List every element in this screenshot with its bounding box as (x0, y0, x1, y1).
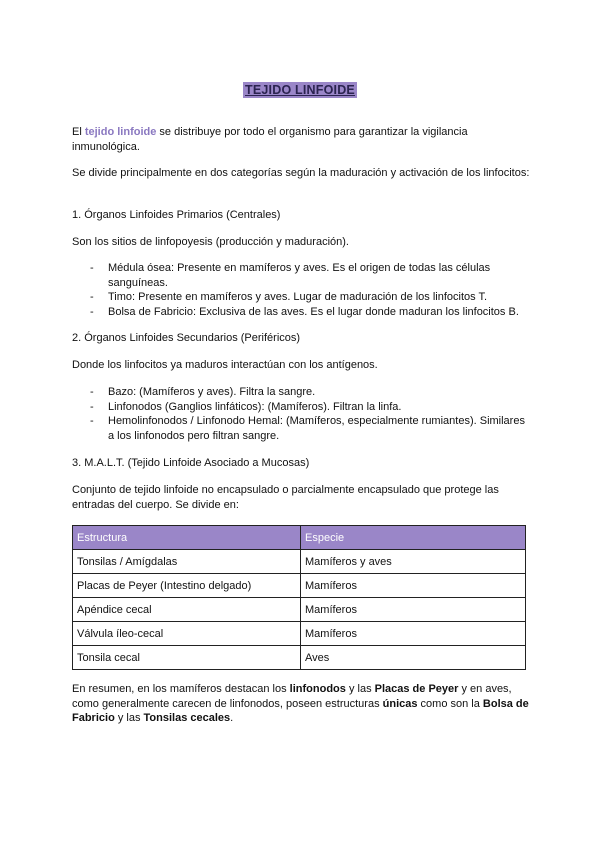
summary-text: y las (114, 712, 144, 725)
page-title: TEJIDO LINFOIDE (245, 83, 355, 97)
section1-description: Son los sitios de linfopoyesis (producción y maduración). (72, 236, 349, 248)
table-row (73, 622, 526, 646)
summary-text: y las (345, 683, 375, 695)
table-cell: Mamíferos (301, 574, 526, 598)
malt-table (72, 525, 526, 670)
summary-bold: Bolsa de Fabricio (72, 697, 529, 725)
table-row (73, 550, 526, 574)
table-cell: Válvula íleo-cecal (73, 622, 301, 646)
header-estructura: Estructura (73, 526, 301, 550)
intro-paragraph (72, 125, 532, 154)
intro-highlight: tejido linfoide (84, 126, 157, 138)
summary-text: como son la (417, 697, 483, 710)
list-item: - Timo: Presente en mamíferos y aves. Lugar de maduración de los linfocitos T. (72, 290, 532, 305)
summary-bold: Placas de Peyer (374, 683, 459, 695)
table-cell: Tonsilas / Amígdalas (73, 550, 301, 574)
list-item: - Linfonodos (Ganglios linfáticos): (Mamíferos). Filtran la linfa. (72, 400, 532, 415)
section2-description: Donde los linfocitos ya maduros interactúan con los antígenos. (72, 359, 378, 371)
section1-list (72, 261, 532, 319)
summary-paragraph (72, 682, 532, 726)
summary-bold: únicas (382, 697, 418, 710)
table-cell: Tonsila cecal (73, 646, 301, 670)
summary-bold: linfonodos (289, 683, 346, 695)
list-item: - Hemolinfonodos / Linfonodo Hemal: (Mamíferos, especialmente rumiantes). Similares a los linfonodos pero filtran sangre. (72, 414, 532, 443)
title-container (0, 81, 600, 99)
table-cell: Mamíferos (301, 598, 526, 622)
table-row (73, 574, 526, 598)
section3-description: Conjunto de tejido linfoide no encapsulado o parcialmente encapsulado que protege las entradas del cuerpo. Se divide en: (72, 484, 499, 511)
table-cell: Apéndice cecal (73, 598, 301, 622)
section1-heading: 1. Órganos Linfoides Primarios (Centrales) (72, 209, 281, 221)
summary-bold: Tonsilas cecales (143, 712, 231, 725)
section3-heading: 3. M.A.L.T. (Tejido Linfoide Asociado a Mucosas) (72, 457, 310, 469)
divide-paragraph: Se divide principalmente en dos categorías según la maduración y activación de los linfocitos: (72, 167, 530, 179)
intro-prefix: El (72, 126, 85, 138)
section2-heading: 2. Órganos Linfoides Secundarios (Periféricos) (72, 332, 301, 344)
section2-list (72, 385, 532, 443)
table-cell: Mamíferos y aves (301, 550, 526, 574)
summary-text: En resumen, en los mamíferos destacan los (72, 683, 290, 695)
table-cell: Mamíferos (301, 622, 526, 646)
intro-suffix: se distribuye por todo el organismo para garantizar la vigilancia inmunológica. (72, 126, 468, 153)
table-row (73, 646, 526, 670)
table-row (73, 598, 526, 622)
summary-text: . (230, 712, 234, 725)
header-especie: Especie (301, 526, 526, 550)
list-item: - Bolsa de Fabricio: Exclusiva de las aves. Es el lugar donde maduran los linfocitos B. (72, 305, 532, 320)
table-cell: Aves (301, 646, 526, 670)
table-header-row (73, 526, 526, 550)
summary-text: y en aves, como generalmente carecen de linfonodos, poseen estructuras (72, 683, 512, 710)
list-item: - Bazo: (Mamíferos y aves). Filtra la sangre. (72, 385, 532, 400)
table-cell: Placas de Peyer (Intestino delgado) (73, 574, 301, 598)
list-item: - Médula ósea: Presente en mamíferos y aves. Es el origen de todas las células sanguíneas. (72, 261, 532, 290)
